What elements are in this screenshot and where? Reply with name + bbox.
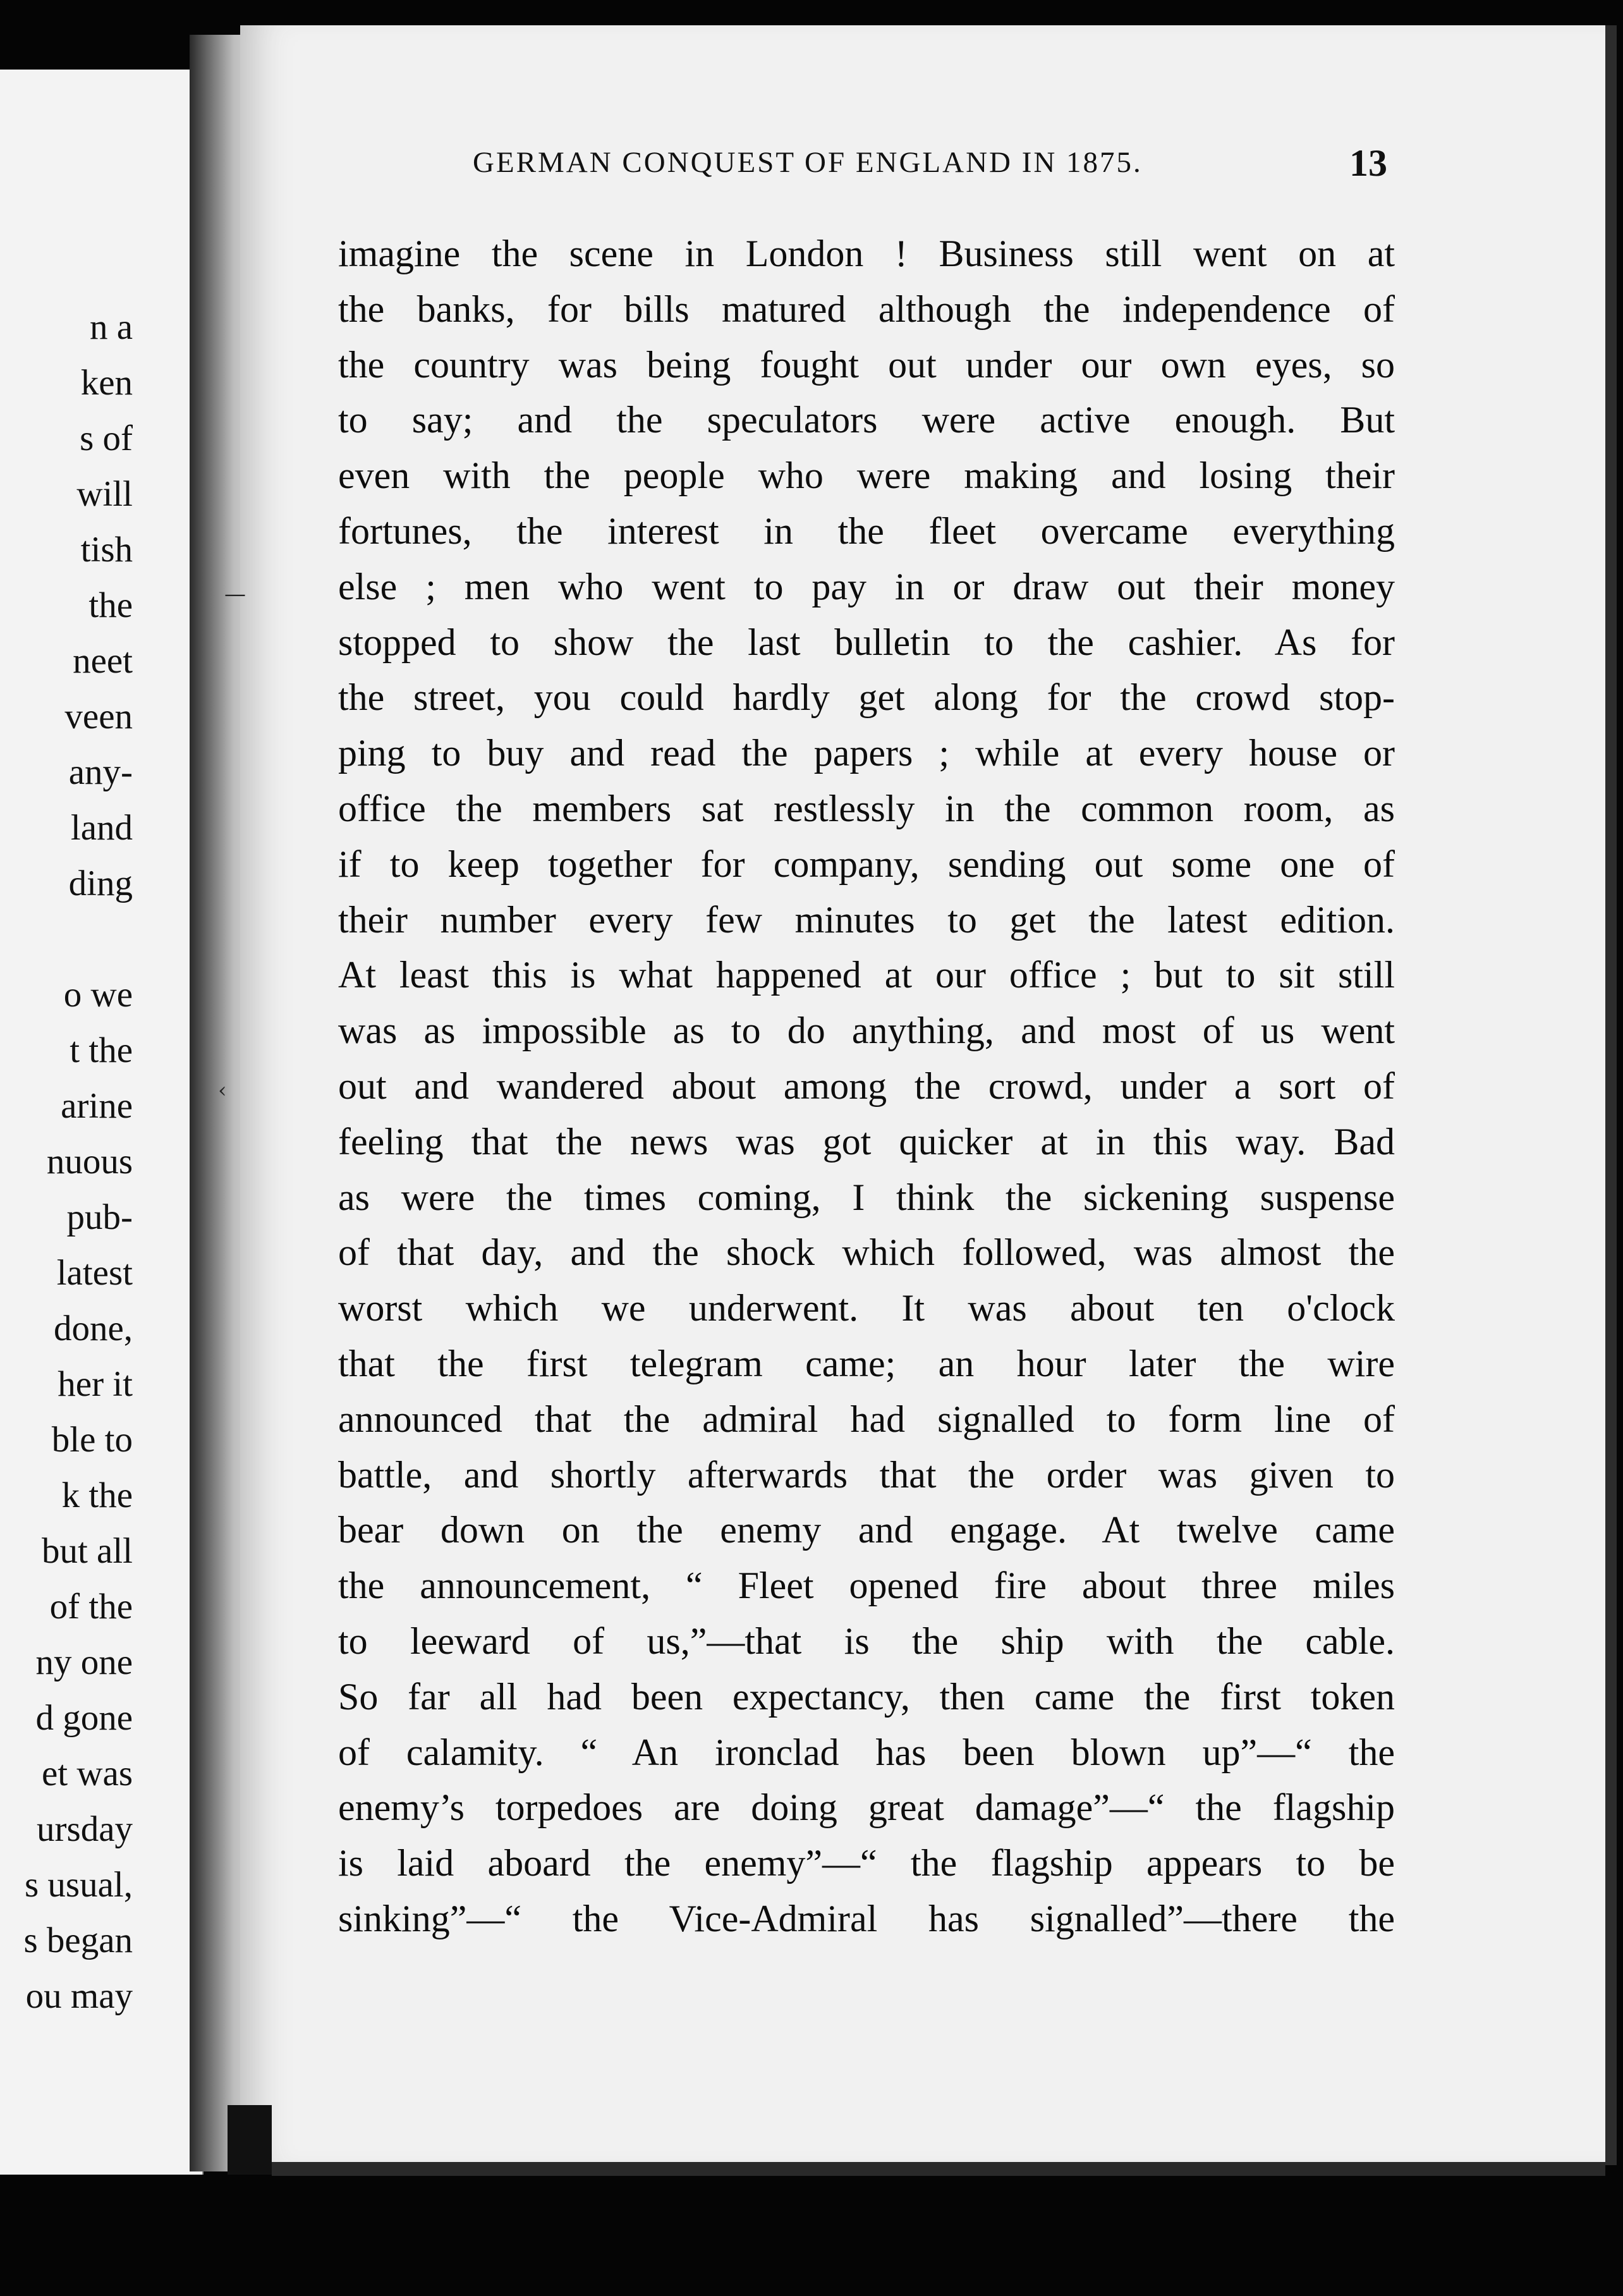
left-fragment-line: done,	[53, 1309, 133, 1348]
left-fragment-line: pub-	[66, 1197, 133, 1237]
left-fragment-line: s of	[80, 418, 133, 458]
left-fragment-line: ding	[68, 864, 133, 903]
left-fragment-line: her it	[58, 1364, 133, 1404]
text-line: worst which we underwent. It was about ten o'clock	[338, 1287, 1395, 1329]
left-fragment-line: nuous	[46, 1142, 133, 1182]
binding-mark: ‹	[218, 1078, 227, 1103]
text-line: to leeward of us,”—that is the ship with the cable.	[338, 1620, 1395, 1662]
text-line: So far all had been expectancy, then came the first token	[338, 1675, 1395, 1718]
text-line: else ; men who went to pay in or draw out their money	[338, 565, 1395, 608]
left-fragment-line: but all	[41, 1531, 133, 1571]
left-fragment-line	[0, 912, 133, 967]
left-fragment-line: will	[76, 474, 133, 514]
body-text	[338, 226, 1395, 1947]
text-line: the country was being fought out under our own eyes, so	[338, 343, 1395, 386]
text-line: ping to buy and read the papers ; while at every house or	[338, 732, 1395, 774]
left-fragment-line: ken	[80, 363, 133, 403]
text-line: as were the times coming, I think the sickening suspense	[338, 1176, 1395, 1218]
text-line: was as impossible as to do anything, and most of us went	[338, 1010, 1395, 1052]
left-fragment-line: any-	[68, 752, 133, 792]
left-fragment-line: d gone	[35, 1698, 133, 1738]
text-line: bear down on the enemy and engage. At twelve came	[338, 1509, 1395, 1551]
text-line: of calamity. “ An ironclad has been blown up”—“ the	[338, 1731, 1395, 1773]
text-line: the street, you could hardly get along for the crowd stop-	[338, 676, 1395, 719]
left-page-text-fragments	[0, 300, 133, 2024]
page-number: 13	[1349, 142, 1387, 184]
gutter-shadow	[228, 2105, 272, 2175]
text-line: fortunes, the interest in the fleet overcame everything	[338, 510, 1395, 552]
running-head: GERMAN CONQUEST OF ENGLAND IN 1875.	[473, 146, 1143, 179]
left-fragment-line: arine	[61, 1086, 133, 1126]
left-fragment-line: ursday	[37, 1809, 133, 1849]
left-fragment-line: s began	[23, 1920, 133, 1960]
text-line: feeling that the news was got quicker at in this way. Bad	[338, 1120, 1395, 1163]
left-fragment-line: et was	[41, 1754, 133, 1793]
text-line: battle, and shortly afterwards that the order was given to	[338, 1453, 1395, 1496]
text-line: even with the people who were making and losing their	[338, 455, 1395, 497]
left-fragment-line: latest	[56, 1253, 133, 1293]
left-fragment-line: ny one	[35, 1642, 133, 1682]
text-line: enemy’s torpedoes are doing great damage”—“ the flagship	[338, 1786, 1395, 1829]
left-fragment-line: tish	[80, 530, 133, 570]
text-line: At least this is what happened at our office ; but to sit still	[338, 954, 1395, 996]
text-line: sinking”—“ the Vice-Admiral has signalled”—there the	[338, 1897, 1395, 1939]
left-fragment-line: ble to	[51, 1420, 133, 1460]
left-fragment-line: the	[88, 585, 133, 625]
text-line: announced that the admiral had signalled to form line of	[338, 1398, 1395, 1440]
text-line: to say; and the speculators were active enough. But	[338, 399, 1395, 441]
left-fragment-line: veen	[64, 697, 133, 736]
binding-mark: —	[224, 582, 246, 607]
left-fragment-line: of the	[49, 1587, 133, 1627]
left-page	[0, 70, 204, 2175]
text-line: the announcement, “ Fleet opened fire about three miles	[338, 1565, 1395, 1607]
left-fragment-line: o we	[63, 975, 133, 1015]
text-line: if to keep together for company, sending out some one of	[338, 843, 1395, 885]
text-line: that the first telegram came; an hour later the wire	[338, 1342, 1395, 1384]
text-line: imagine the scene in London ! Business still went on at	[338, 233, 1395, 274]
left-fragment-line: n a	[89, 307, 133, 347]
text-line: the banks, for bills matured although the independence of	[338, 288, 1395, 330]
left-fragment-line: k the	[61, 1475, 133, 1515]
left-fragment-line: ou may	[25, 1976, 133, 2016]
left-fragment-line: land	[70, 808, 133, 848]
text-line: stopped to show the last bulletin to the cashier. As for	[338, 621, 1395, 663]
page-bottom-edge	[272, 2162, 1605, 2176]
text-line: their number every few minutes to get the latest edition.	[338, 898, 1395, 941]
left-fragment-line: s usual,	[25, 1865, 133, 1905]
text-line: out and wandered about among the crowd, under a sort of	[338, 1065, 1395, 1107]
text-line: office the members sat restlessly in the common room, as	[338, 787, 1395, 829]
left-fragment-line: t the	[70, 1030, 133, 1070]
text-line: of that day, and the shock which followed, was almost the	[338, 1231, 1395, 1274]
left-fragment-line: neet	[73, 641, 133, 681]
text-line: is laid aboard the enemy”—“ the flagship appears to be	[338, 1842, 1395, 1884]
